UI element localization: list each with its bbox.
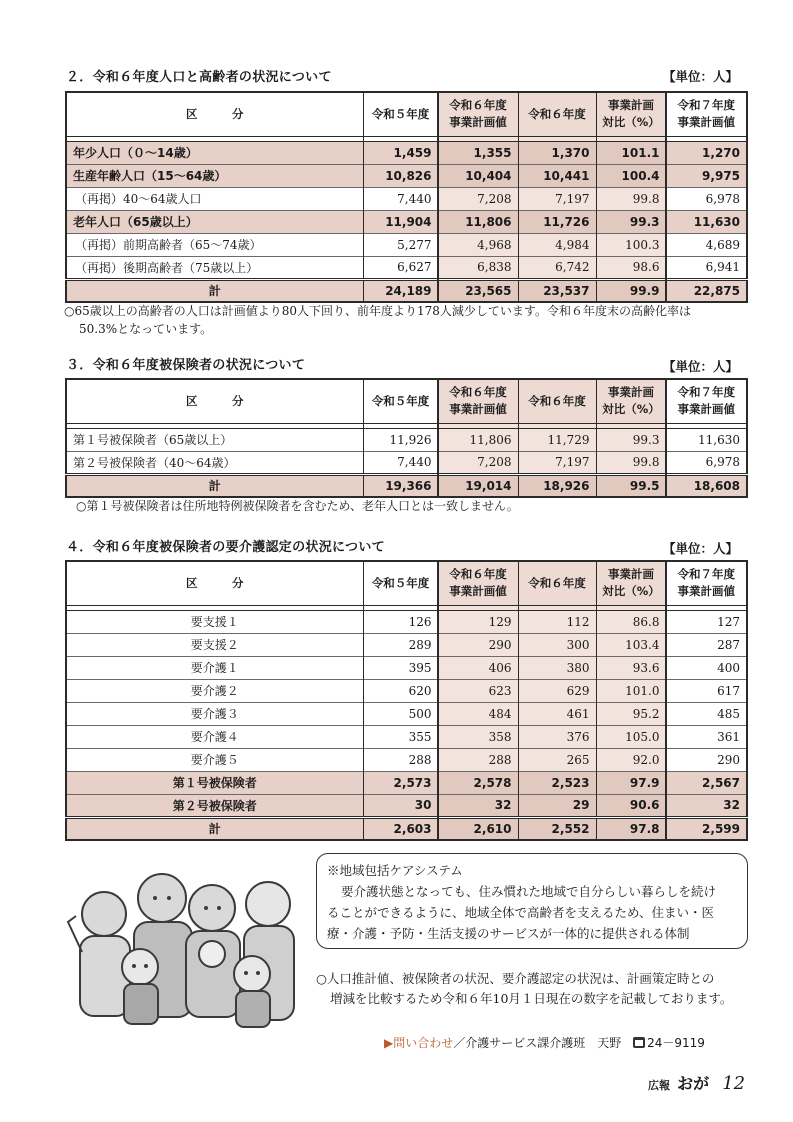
table-row [66,610,747,633]
subtotal-row-second-insured: 第２号被保険者 30 32 29 90.6 32 [66,794,747,817]
row-label: 要支援１ [66,610,363,633]
cell-r7plan: 6,941 [666,256,747,279]
header-r7plan: 令和７年度 事業計画値 [666,561,747,605]
cell-r6: 7,197 [518,187,596,210]
header-r6: 令和６年度 [518,92,596,136]
cell-r6plan: 129 [438,610,518,633]
section2-note-line1: ○65歳以上の高齢者の人口は計画値より80人下回り、前年度より178人減少しています。令和６年度末の高齢化率は [64,304,691,318]
family-illustration-icon [62,862,312,1040]
table-row [66,233,747,256]
cell-r5: 395 [363,656,438,679]
footer-brand-large: おが [677,1074,710,1093]
footer-brand-small: 広報 [648,1079,670,1092]
cell-ratio: 99.8 [596,187,666,210]
cell-r5: 11,904 [363,210,438,233]
header-r5: 令和５年度 [363,92,438,136]
cell-ratio: 100.4 [596,164,666,187]
header-kubun: 区 分 [66,561,363,605]
cell-r7plan: 617 [666,679,747,702]
contact-phone: 24－9119 [647,1036,705,1050]
row-label: 生産年齢人口（15～64歳） [66,164,363,187]
table-row [66,428,747,451]
cell-r5: 288 [363,748,438,771]
section3-note: ○第１号被保険者は住所地特例被保険者を含むため、老年人口とは一致しません。 [76,499,519,513]
table-row [66,656,747,679]
care-certification-table [65,560,748,841]
row-label: 年少人口（０～14歳） [66,141,363,164]
cell-ratio: 99.8 [596,451,666,474]
total-row: 計 19,366 19,014 18,926 99.5 18,608 [66,474,747,497]
cell-r7plan: 11,630 [666,210,747,233]
table-row [66,164,747,187]
cell-r5: 10,826 [363,164,438,187]
cell-r6plan: 6,838 [438,256,518,279]
row-label: 第２号被保険者（40～64歳） [66,451,363,474]
callout-line3: 療・介護・予防・生活支援のサービスが一体的に提供される体制 [327,926,690,941]
row-label: 要介護２ [66,679,363,702]
header-r6: 令和６年度 [518,561,596,605]
cell-r6plan: 11,806 [438,428,518,451]
cell-r5: 5,277 [363,233,438,256]
contact-dept: ／介護サービス課介護班 天野 [453,1036,622,1050]
cell-ratio: 103.4 [596,633,666,656]
row-label: 要支援２ [66,633,363,656]
cell-r6: 265 [518,748,596,771]
cell-ratio: 99.3 [596,210,666,233]
callout-line1: 要介護状態となっても、住み慣れた地域で自分らしい暮らしを続け [341,884,717,899]
row-label: 要介護１ [66,656,363,679]
row-label: 要介護５ [66,748,363,771]
cell-r7plan: 1,270 [666,141,747,164]
header-r7plan: 令和７年度 事業計画値 [666,379,747,423]
cell-r6: 461 [518,702,596,725]
cell-r6plan: 290 [438,633,518,656]
cell-ratio: 101.1 [596,141,666,164]
page-number: 12 [722,1073,746,1094]
header-r5: 令和５年度 [363,379,438,423]
cell-ratio: 105.0 [596,725,666,748]
header-r6plan: 令和６年度 事業計画値 [438,92,518,136]
cell-r7plan: 11,630 [666,428,747,451]
cell-r6plan: 288 [438,748,518,771]
total-row: 計 2,603 2,610 2,552 97.8 2,599 [66,817,747,840]
cell-r7plan: 485 [666,702,747,725]
row-label: 第１号被保険者（65歳以上） [66,428,363,451]
header-r6: 令和６年度 [518,379,596,423]
cell-r5: 7,440 [363,451,438,474]
contact-line [384,1034,705,1051]
section4-unit: 【単位：人】 [663,541,739,556]
cell-r6: 10,441 [518,164,596,187]
contact-lead: ▶問い合わせ [384,1036,454,1050]
population-table [65,91,748,303]
cell-r7plan: 290 [666,748,747,771]
cell-r7plan: 287 [666,633,747,656]
cell-r6plan: 623 [438,679,518,702]
cell-r5: 1,459 [363,141,438,164]
header-r6plan: 令和６年度 事業計画値 [438,379,518,423]
table-row [66,210,747,233]
cell-r6plan: 10,404 [438,164,518,187]
section2-title: ２．令和６年度人口と高齢者の状況について [66,70,332,85]
section3-unit: 【単位：人】 [663,359,739,374]
table-row [66,256,747,279]
callout-heading: ※地域包括ケアシステム [327,863,463,878]
section4-title: ４．令和６年度被保険者の要介護認定の状況について [66,540,385,555]
row-label: 老年人口（65歳以上） [66,210,363,233]
cell-r6: 629 [518,679,596,702]
cell-r5: 620 [363,679,438,702]
table-row [66,187,747,210]
cell-r5: 126 [363,610,438,633]
cell-ratio: 95.2 [596,702,666,725]
cell-r6plan: 7,208 [438,451,518,474]
cell-ratio: 100.3 [596,233,666,256]
row-label: （再掲）40～64歳人口 [66,187,363,210]
header-kubun: 区 分 [66,379,363,423]
table-row [66,702,747,725]
cell-r6: 11,726 [518,210,596,233]
cell-r6: 300 [518,633,596,656]
section3-title: ３．令和６年度被保険者の状況について [66,358,306,373]
row-label: （再掲）前期高齢者（65～74歳） [66,233,363,256]
callout-line2: ることができるように、地域全体で高齢者を支えるため、住まい・医 [327,905,715,920]
cell-r5: 11,926 [363,428,438,451]
cell-ratio: 86.8 [596,610,666,633]
cell-r6plan: 484 [438,702,518,725]
cell-r5: 355 [363,725,438,748]
cell-r6: 112 [518,610,596,633]
cell-r7plan: 9,975 [666,164,747,187]
cell-r5: 500 [363,702,438,725]
cell-r6: 11,729 [518,428,596,451]
community-care-callout [316,853,748,949]
cell-r7plan: 127 [666,610,747,633]
cell-r7plan: 400 [666,656,747,679]
cell-r6plan: 1,355 [438,141,518,164]
header-ratio: 事業計画 対比（%） [596,561,666,605]
row-label: 要介護３ [66,702,363,725]
header-r6plan: 令和６年度 事業計画値 [438,561,518,605]
cell-r5: 7,440 [363,187,438,210]
footnote-line2: 増減を比較するため令和６年10月１日現在の数字を記載しております。 [330,991,733,1006]
cell-r5: 289 [363,633,438,656]
section2-unit: 【単位：人】 [663,69,739,84]
table-row [66,748,747,771]
total-row: 計 24,189 23,565 23,537 99.9 22,875 [66,279,747,302]
section2-note-line2: 50.3%となっています。 [79,322,213,336]
cell-r6: 376 [518,725,596,748]
cell-ratio: 92.0 [596,748,666,771]
footnote-line1: ○人口推計値、被保険者の状況、要介護認定の状況は、計画策定時との [316,971,715,986]
cell-r6plan: 358 [438,725,518,748]
cell-r7plan: 361 [666,725,747,748]
header-ratio: 事業計画 対比（%） [596,379,666,423]
cell-r6: 7,197 [518,451,596,474]
cell-r6: 1,370 [518,141,596,164]
cell-r6plan: 4,968 [438,233,518,256]
cell-ratio: 99.3 [596,428,666,451]
cell-r7plan: 4,689 [666,233,747,256]
cell-r6: 4,984 [518,233,596,256]
table-row [66,451,747,474]
table-row [66,141,747,164]
cell-r5: 6,627 [363,256,438,279]
cell-r6plan: 406 [438,656,518,679]
cell-r6plan: 7,208 [438,187,518,210]
cell-r6: 380 [518,656,596,679]
cell-ratio: 93.6 [596,656,666,679]
table-row [66,679,747,702]
row-label: （再掲）後期高齢者（75歳以上） [66,256,363,279]
cell-r6: 6,742 [518,256,596,279]
cell-r7plan: 6,978 [666,187,747,210]
cell-r6plan: 11,806 [438,210,518,233]
cell-r7plan: 6,978 [666,451,747,474]
row-label: 要介護４ [66,725,363,748]
cell-ratio: 101.0 [596,679,666,702]
table-row [66,633,747,656]
header-ratio: 事業計画 対比（%） [596,92,666,136]
header-kubun: 区 分 [66,92,363,136]
header-r5: 令和５年度 [363,561,438,605]
insured-table [65,378,748,498]
table-row [66,725,747,748]
header-r7plan: 令和７年度 事業計画値 [666,92,747,136]
subtotal-row-first-insured: 第１号被保険者 2,573 2,578 2,523 97.9 2,567 [66,771,747,794]
cell-ratio: 98.6 [596,256,666,279]
telephone-icon [633,1037,645,1048]
footer-brand [648,1071,745,1094]
